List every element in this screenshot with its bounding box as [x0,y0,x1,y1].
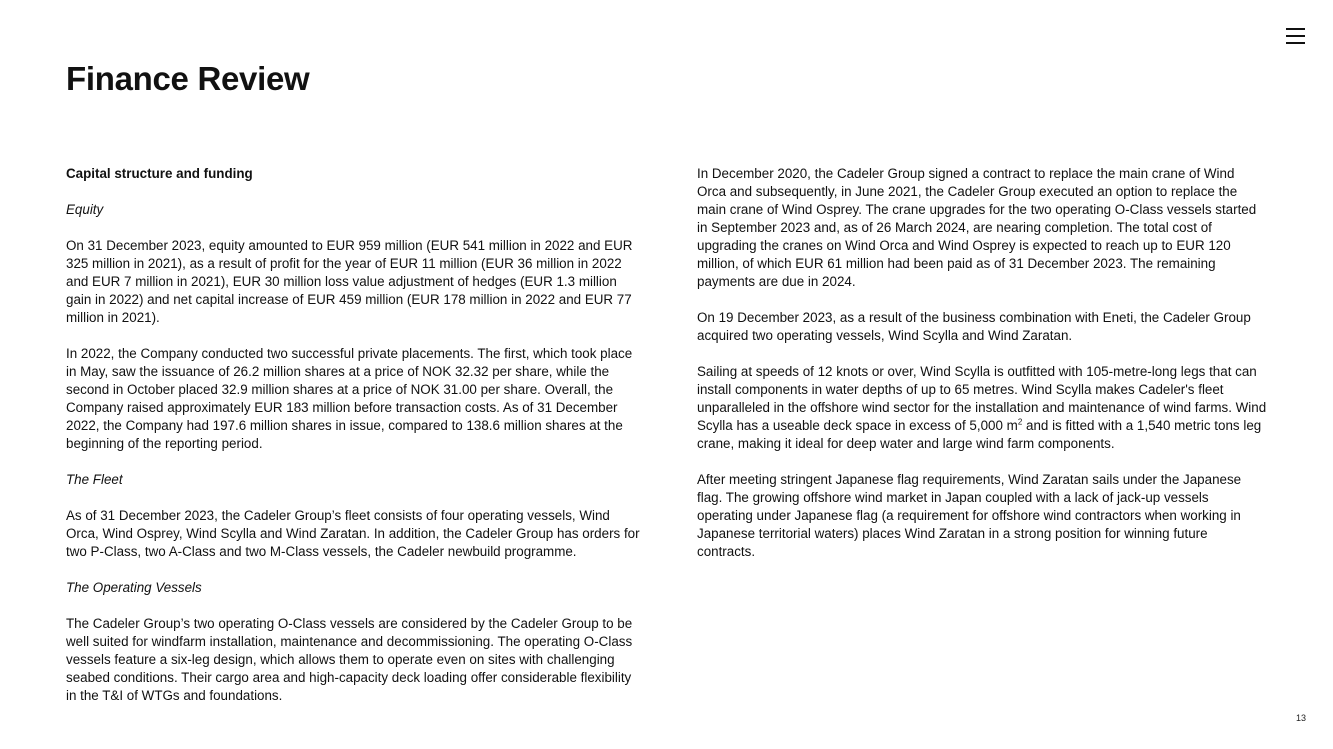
equity-paragraph-1: On 31 December 2023, equity amounted to EUR 959 million (EUR 541 million in 2022 and EUR 325 million in 2021), as a result of profit for the year of EUR 11 million (EUR 36 million in 2022 and EUR 7 million in 2021), EUR 30 million loss value adjustment of hedges (EUR 1.3 million gain in 2022) and net capital increase of EUR 459 million (EUR 178 million in 2022 and EUR 77 million in 2021). [66,238,633,325]
fleet-subtitle: The Fleet [66,472,123,487]
wind-scylla-paragraph [697,363,1267,453]
wind-zaratan-paragraph: After meeting stringent Japanese flag requirements, Wind Zaratan sails under the Japanese flag. The growing offshore wind market in Japan coupled with a lack of jack-up vessels operating under Japanese flag (a requirement for offshore wind contractors when working in Japanese territorial waters) places Wind Zaratan in a strong position for winning future contracts. [697,472,1242,559]
superscript-two: 2 [1017,417,1023,427]
crane-upgrade-paragraph: In December 2020, the Cadeler Group signed a contract to replace the main crane of Wind Orca and subsequently, in June 2021, the Cadeler Group executed an option to replace the main crane of Wind Osprey. The crane upgrades for the two operating O-Class vessels started in September 2023 and, as of 26 March 2024, are nearing completion. The total cost of upgrading the cranes on Wind Orca and Wind Osprey is expected to reach up to EUR 120 million, of which EUR 61 million had been paid as of 31 December 2023. The remaining payments are due in 2024. [697,166,1257,289]
page-title: Finance Review [66,60,310,97]
right-column [697,165,1267,579]
left-column [66,165,640,723]
operating-vessels-paragraph: The Cadeler Group’s two operating O-Class vessels are considered by the Cadeler Group to be well suited for windfarm installation, maintenance and decommissioning. The operating O-Class vessels feature a six-leg design, which allows them to operate even on sites with challenging seabed conditions. Their cargo area and high-capacity deck loading offer considerable flexibility in the T&I of WTGs and foundations. [66,616,633,703]
page-number: 13 [1296,713,1307,723]
operating-vessels-subtitle: The Operating Vessels [66,580,202,595]
section-title: Capital structure and funding [66,166,253,181]
equity-subtitle: Equity [66,202,104,217]
eneti-combination-paragraph: On 19 December 2023, as a result of the business combination with Eneti, the Cadeler Group acquired two operating vessels, Wind Scylla and Wind Zaratan. [697,310,1251,343]
hamburger-menu-icon[interactable] [1286,27,1306,45]
wind-scylla-text-b: and is fitted with a 1,540 metric tons leg crane, making it ideal for deep water and large wind farm components. [697,418,1262,451]
equity-paragraph-2: In 2022, the Company conducted two successful private placements. The first, which took place in May, saw the issuance of 26.2 million shares at a price of NOK 32.32 per share, while the second in October placed 32.9 million shares at a price of NOK 31.00 per share. Overall, the Company raised approximately EUR 183 million before transaction costs. As of 31 December 2022, the Company had 197.6 million shares in issue, compared to 138.6 million shares at the beginning of the reporting period. [66,346,633,451]
wind-scylla-text-a: Sailing at speeds of 12 knots or over, Wind Scylla is outfitted with 105-metre-long legs that can install components in water depths of up to 65 metres. Wind Scylla makes Cadeler's fleet unparalleled in the offshore wind sector for the installation and maintenance of wind farms. Wind Scylla has a useable deck space in excess of 5,000 m [697,364,1267,433]
fleet-paragraph: As of 31 December 2023, the Cadeler Group’s fleet consists of four operating vessels, Wind Orca, Wind Osprey, Wind Scylla and Wind Zaratan. In addition, the Cadeler Group has orders for two P-Class, two A-Class and two M-Class vessels, the Cadeler newbuild programme. [66,508,640,559]
